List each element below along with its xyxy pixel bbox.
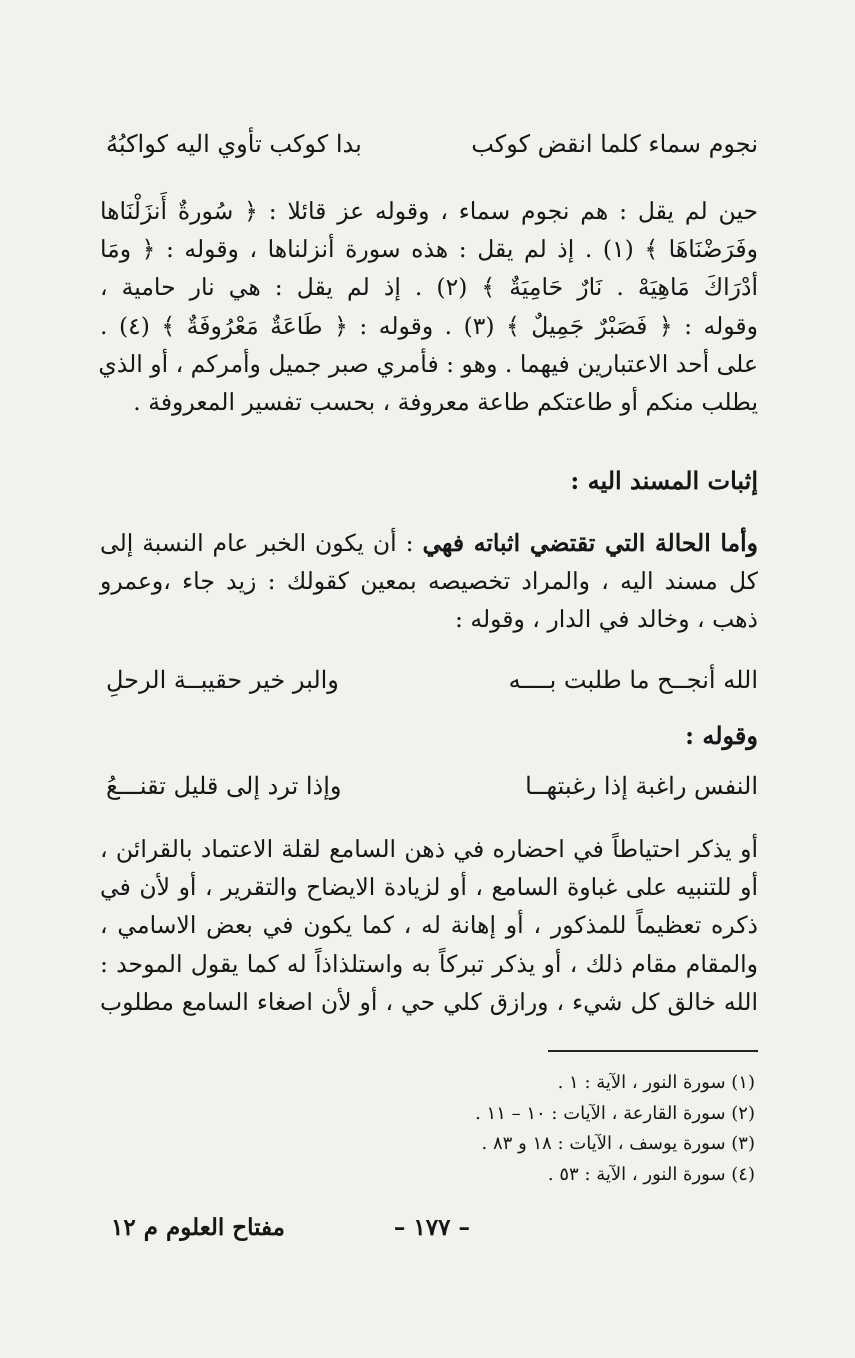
paragraph-2-lead: وأما الحالة التي تقتضي اثباته فهي <box>422 529 758 557</box>
paragraph-1-line: وقوله : ﴿ فَصَبْرٌ جَمِيلٌ ﴾ (٣) . وقوله : ﴿ طَاعَةٌ مَعْرُوفَةٌ ﴾ (٤) . <box>100 311 758 340</box>
page-number: – ١٧٧ – <box>393 1214 470 1241</box>
footnote: (٤) سورة النور ، الآية : ٥٣ . <box>547 1163 755 1185</box>
paragraph-2-line <box>100 524 758 562</box>
verse-1-hemistich-1: نجوم سماء كلما انقض كوكب <box>471 130 758 158</box>
quote-label: وقوله : <box>685 721 758 750</box>
paragraph-3 <box>100 830 758 1021</box>
section-heading: إثبات المسند اليه : <box>570 466 758 495</box>
verse-2 <box>100 660 758 700</box>
paragraph-2-line-rest: : أن يكون الخبر عام النسبة إلى <box>100 529 423 557</box>
paragraph-3-line: أو يذكر احتياطاً في احضاره في ذهن السامع لقلة الاعتماد بالقرائن ، <box>100 835 758 863</box>
paragraph-2 <box>100 524 758 639</box>
paragraph-3-line: الله خالق كل شيء ، ورازق كلي حي ، أو لأن اصغاء السامع مطلوب <box>100 987 758 1016</box>
footnote: (٣) سورة يوسف ، الآيات : ١٨ و ٨٣ . <box>481 1133 755 1154</box>
footnotes <box>475 1068 755 1190</box>
verse-2-hemistich-1: الله أنجــح ما طلبت بــــه <box>508 666 758 694</box>
paragraph-1-line: وفَرَضْنَاهَا ﴾ (١) . إذ لم يقل : هذه سورة أنزلناها ، وقوله : ﴿ ومَا <box>100 235 758 264</box>
paragraph-3-line: ذكره تعظيماً للمذكور ، أو إهانة له ، كما يكون في بعض الاسامي ، <box>100 911 758 940</box>
paragraph-1-line: أدْرَاكَ مَاهِيَهْ . نَارٌ حَامِيَةٌ ﴾ (٢) . إذ لم يقل : هي نار حامية ، <box>100 273 758 302</box>
verse-1-hemistich-2: بدا كوكب تأوي اليه كواكبُهُ <box>106 130 362 158</box>
paragraph-3-line: والمقام مقام ذلك ، أو يذكر تبركاً به واستلذاذاً له كما يقول الموحد : <box>100 949 758 978</box>
paragraph-3-line: أو للتنبيه على غباوة السامع ، أو لزيادة الايضاح والتقرير ، أو لأن في <box>100 873 758 902</box>
verse-3-hemistich-2: وإذا ترد إلى قليل تقنـــعُ <box>106 772 342 800</box>
paragraph-1-line: على أحد الاعتبارين فيهما . وهو : فأمري صبر جميل وأمركم ، أو الذي <box>98 349 758 378</box>
footnote: (١) سورة النور ، الآية : ١ . <box>557 1072 755 1093</box>
verse-3-hemistich-1: النفس راغبة إذا رغبتهــا <box>525 772 758 800</box>
paragraph-1-line: يطلب منكم أو طاعتكم طاعة معروفة ، بحسب تفسير المعروفة . <box>133 388 758 417</box>
paragraph-2-line: كل مسند اليه ، والمراد تخصيصه بمعين كقولك : زيد جاء ،وعمرو <box>100 567 758 596</box>
verse-1 <box>100 124 758 164</box>
book-title: مفتاح العلوم م ١٢ <box>111 1214 285 1241</box>
paragraph-1 <box>100 192 758 421</box>
verse-3 <box>100 766 758 806</box>
footnote: (٢) سورة القارعة ، الآيات : ١٠ – ١١ . <box>475 1102 755 1124</box>
paragraph-2-line: ذهب ، وخالد في الدار ، وقوله : <box>454 605 758 634</box>
verse-2-hemistich-2: والبر خير حقيبــة الرحلِ <box>106 666 339 694</box>
footnote-divider <box>548 1050 758 1052</box>
paragraph-1-line: حين لم يقل : هم نجوم سماء ، وقوله عز قائلا : ﴿ سُورةٌ أَنزَلْنَاها <box>100 197 758 225</box>
